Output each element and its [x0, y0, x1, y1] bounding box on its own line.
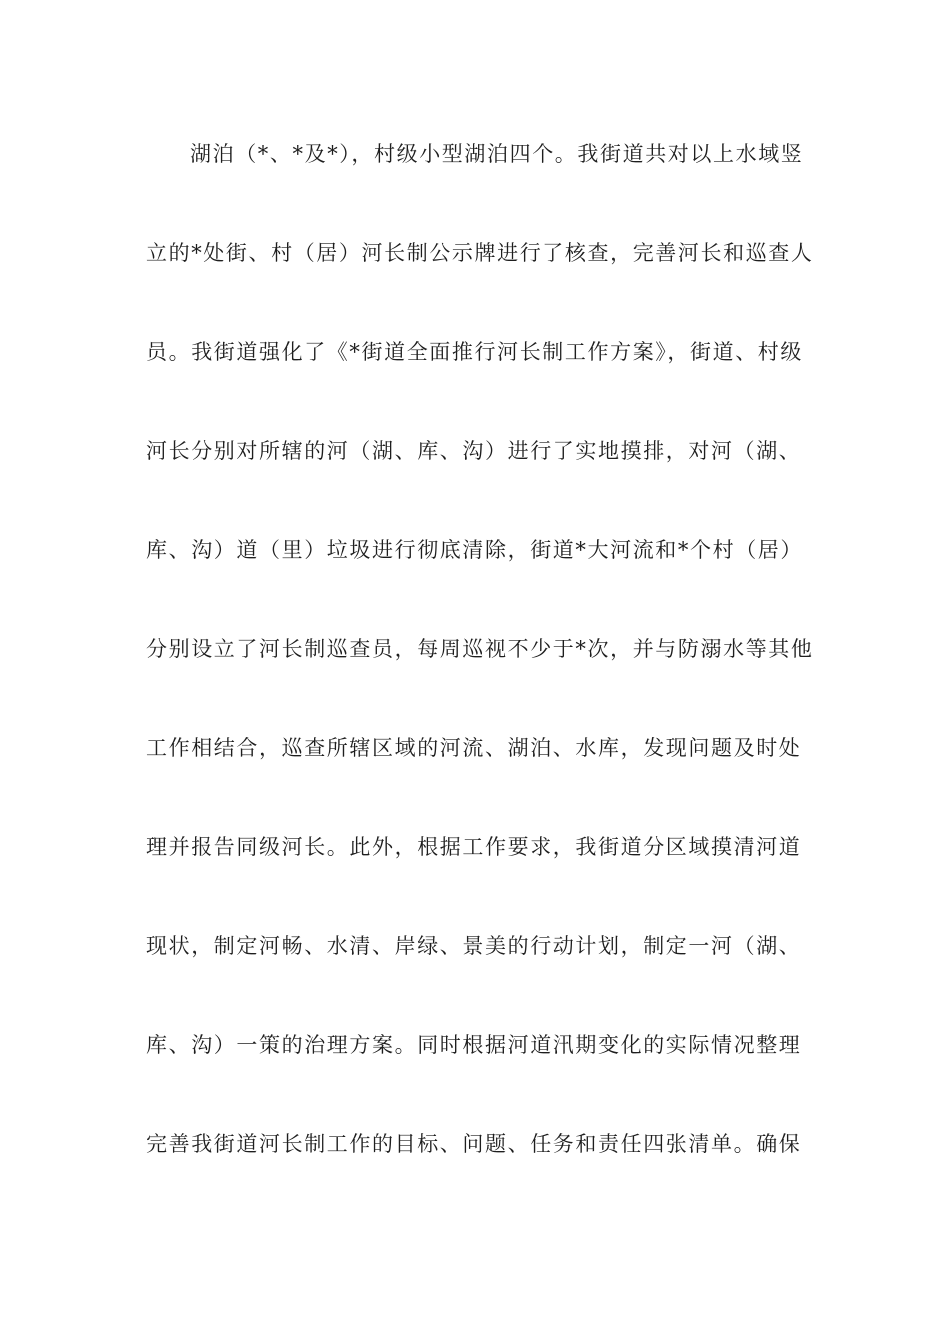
paragraph-line-8: 理并报告同级河长。此外，根据工作要求，我街道分区域摸清河道	[146, 835, 802, 859]
paragraph-line-7: 工作相结合，巡查所辖区域的河流、湖泊、水库，发现问题及时处	[146, 736, 802, 760]
paragraph-line-4: 河长分别对所辖的河（湖、库、沟）进行了实地摸排，对河（湖、	[146, 439, 802, 463]
paragraph-line-3: 员。我街道强化了《*街道全面推行河长制工作方案》，街道、村级	[146, 340, 803, 364]
paragraph-line-5: 库、沟）道（里）垃圾进行彻底清除，街道*大河流和*个村（居）	[146, 538, 803, 562]
paragraph-line-1: 湖泊（*、*及*），村级小型湖泊四个。我街道共对以上水域竖	[190, 142, 804, 166]
paragraph-line-11: 完善我街道河长制工作的目标、问题、任务和责任四张清单。确保	[146, 1132, 802, 1156]
paragraph-line-2: 立的*处街、村（居）河长制公示牌进行了核查，完善河长和巡查人	[146, 241, 814, 265]
paragraph-line-6: 分别设立了河长制巡查员，每周巡视不少于*次，并与防溺水等其他	[146, 637, 814, 661]
paragraph-line-9: 现状，制定河畅、水清、岸绿、景美的行动计划，制定一河（湖、	[146, 934, 802, 958]
paragraph-line-10: 库、沟）一策的治理方案。同时根据河道汛期变化的实际情况整理	[146, 1033, 802, 1057]
